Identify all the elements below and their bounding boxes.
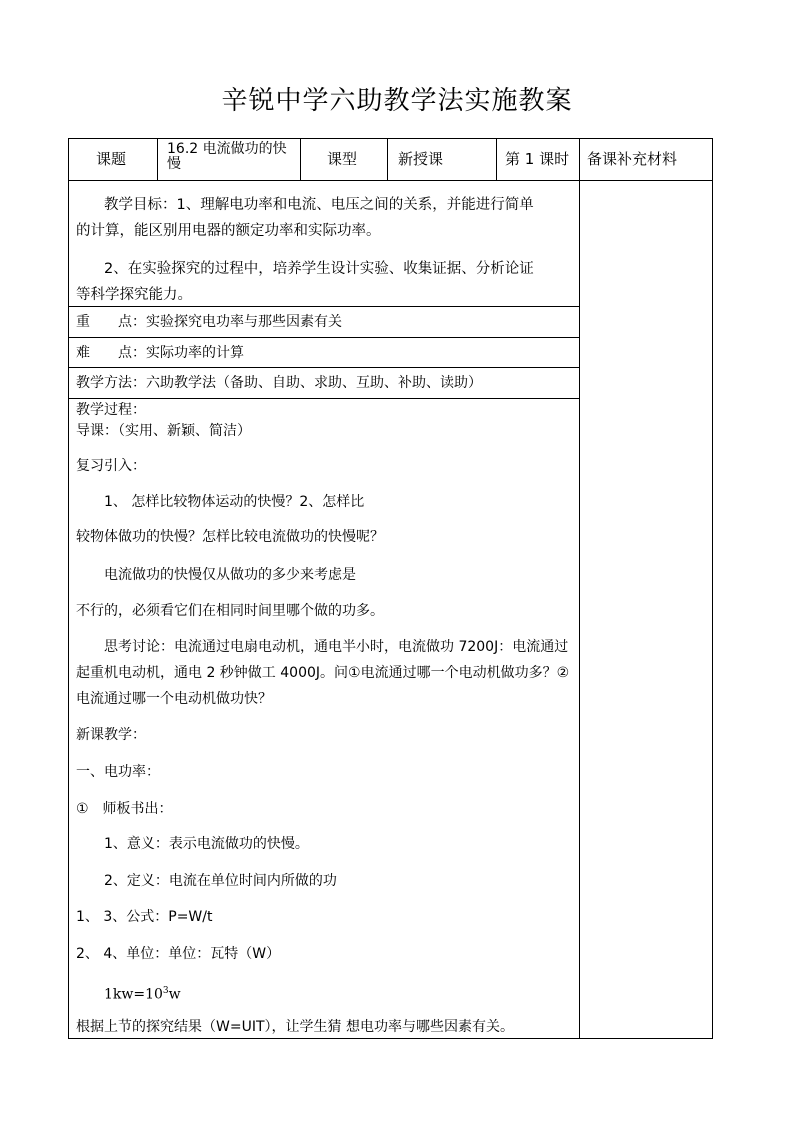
review-heading: 复习引入：	[76, 458, 146, 474]
review-question-cont: 较物体做功的快慢？怎样比较电流做功的快慢呢？	[76, 529, 384, 545]
col-divider	[387, 138, 388, 180]
table-border-top	[68, 138, 713, 139]
kw-base: 1kw=10	[104, 986, 163, 1003]
supplement-header: 备课补充材料	[587, 150, 678, 168]
discussion-line: 电流通过哪一个电动机做功快？	[76, 691, 272, 707]
lesson-type-label: 课型	[327, 150, 358, 168]
discussion-line: 起重机电动机，通电 2 秒钟做工 4000J。问①电流通过哪一个电动机做功多？②	[76, 665, 570, 681]
period-label: 第 1 课时	[505, 150, 570, 168]
review-note: 电流做功的快慢仅从做功的多少来考虑是	[104, 567, 356, 583]
review-question: 1、 怎样比较物体运动的快慢？2、怎样比	[104, 494, 365, 510]
closing-line: 根据上节的探究结果（W=UIT），让学生猜 想电功率与哪些因素有关。	[76, 1019, 514, 1035]
difficulty-point: 难 点：实际功率的计算	[76, 345, 244, 361]
discussion-line: 思考讨论：电流通过电扇电动机，通电半小时，电流做功 7200J：电流通过	[104, 639, 569, 655]
kw-unit: w	[168, 986, 181, 1003]
review-note-cont: 不行的，必须看它们在相同时间里哪个做的功多。	[76, 603, 384, 619]
intro-line: 导课：（实用、新颖、简洁）	[76, 423, 251, 439]
row-divider	[68, 398, 579, 399]
table-border-left	[68, 138, 69, 1039]
col-divider	[157, 138, 158, 180]
key-point: 重 点：实验探究电功率与那些因素有关	[76, 314, 342, 330]
topic-value: 16.2 电流做功的快慢	[167, 141, 287, 172]
objective-line: 等科学探究能力。	[76, 287, 192, 303]
row-divider	[68, 337, 579, 338]
objective-line: 教学目标：1、理解电功率和电流、电压之间的关系，并能进行简单	[104, 197, 534, 213]
unit-line: 2、 4、单位：单位：瓦特（W）	[76, 946, 281, 962]
col-divider-main	[579, 138, 580, 1039]
col-divider	[496, 138, 497, 180]
new-lesson-heading: 新课教学：	[76, 727, 146, 743]
table-border-right	[712, 138, 713, 1039]
meaning-line: 1、意义：表示电流做功的快慢。	[104, 836, 309, 852]
kw-exponent: 3	[162, 986, 169, 996]
teaching-method: 教学方法：六助教学法（备助、自助、求助、互助、补助、读助）	[76, 375, 482, 391]
page-title: 辛锐中学六助教学法实施教案	[221, 86, 573, 116]
lesson-type-value: 新授课	[398, 150, 444, 168]
board-note: ① 师板书出：	[76, 801, 173, 817]
definition-line: 2、定义：电流在单位时间内所做的功	[104, 873, 337, 889]
kw-conversion	[104, 981, 181, 1005]
objective-line: 2、在实验探究的过程中，培养学生设计实验、收集证据、分析论证	[104, 261, 534, 277]
col-divider	[300, 138, 301, 180]
topic-label: 课题	[96, 150, 127, 168]
row-divider	[68, 180, 713, 181]
formula-line: 1、 3、公式：P=W/t	[76, 909, 213, 925]
section-heading: 一、电功率：	[76, 764, 160, 780]
row-divider	[68, 306, 579, 307]
row-divider	[68, 367, 579, 368]
objective-line: 的计算，能区别用电器的额定功率和实际功率。	[76, 223, 381, 239]
table-border-bottom	[68, 1038, 713, 1039]
process-heading: 教学过程：	[76, 402, 146, 418]
